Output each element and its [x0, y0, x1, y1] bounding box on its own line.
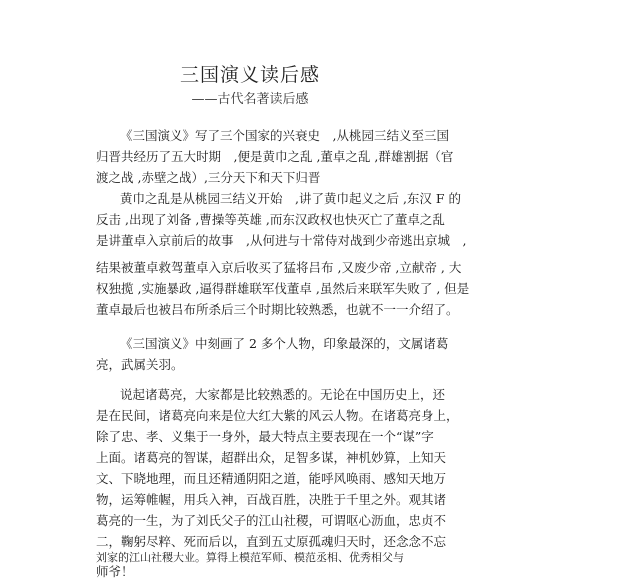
body-line: 结果被董卓救驾董卓入京后收买了猛将吕布 ,又废少帝 ,立献帝 , 大	[96, 260, 462, 275]
body-line: 《三国演义》中刻画了 2 多个人物，印象最深的，文属诸葛	[120, 336, 449, 351]
body-line: 渡之战 ,赤壁之战）,三分天下和天下归晋	[96, 170, 321, 185]
body-line: 上面。诸葛亮的智谋，超群出众，足智多谋，神机妙算，上知天	[96, 450, 447, 465]
document-title: 三国演义读后感	[179, 64, 320, 86]
body-line: 是讲董卓入京前后的故事 ,从何进与十常侍对战到少帝逃出京城 ,	[96, 233, 467, 248]
body-line: 二，鞠躬尽粹、死而后以，直到五丈原孤魂归天时，还念念不忘	[96, 534, 447, 549]
body-line: 文、下晓地理，而且还精通阴阳之道，能呼风唤雨、感知天地万	[96, 471, 447, 486]
body-line: 刘家的江山社稷大业。算得上模范军师、模范丞相、优秀相父与	[96, 551, 404, 564]
body-line: 是在民间，诸葛亮向来是位大红大紫的风云人物。在诸葛亮身上，	[96, 408, 459, 423]
body-line: 葛亮的一生，为了刘氏父子的江山社稷，可谓呕心沥血，忠贞不	[96, 513, 447, 528]
body-line: 说起诸葛亮，大家都是比较熟悉的。无论在中国历史上，还	[120, 387, 446, 402]
body-line: 反击 ,出现了刘备 ,曹操等英雄 ,而东汉政权也快灭亡了董卓之乱	[96, 212, 445, 227]
body-line: 物，运筹帷幄，用兵入神，百战百胜，决胜于千里之外。观其诸	[96, 492, 447, 507]
body-line: 师爷！	[96, 564, 134, 579]
body-line: 《三国演义》写了三个国家的兴衰史 ,从桃园三结义至三国	[120, 128, 449, 143]
body-line: 董卓最后也被吕布所杀后三个时期比较熟悉，也就不一一介绍了。	[96, 302, 459, 317]
body-line: 除了忠、孝、义集于一身外，最大特点主要表现在一个“谋”字	[96, 429, 434, 444]
body-line: 黄巾之乱是从桃园三结义开始 ,讲了黄巾起义之后 ,东汉 F 的	[120, 191, 462, 206]
document-subtitle: ——古代名著读后感	[191, 92, 309, 107]
body-line: 权独揽 ,实施暴政 ,逼得群雄联军伐董卓 ,虽然后来联军失败了 , 但是	[96, 281, 470, 296]
body-line: 亮，武属关羽。	[96, 357, 184, 372]
body-line: 归晋共经历了五大时期 ,便是黄巾之乱 ,董卓之乱 ,群雄割据（官	[96, 149, 454, 164]
